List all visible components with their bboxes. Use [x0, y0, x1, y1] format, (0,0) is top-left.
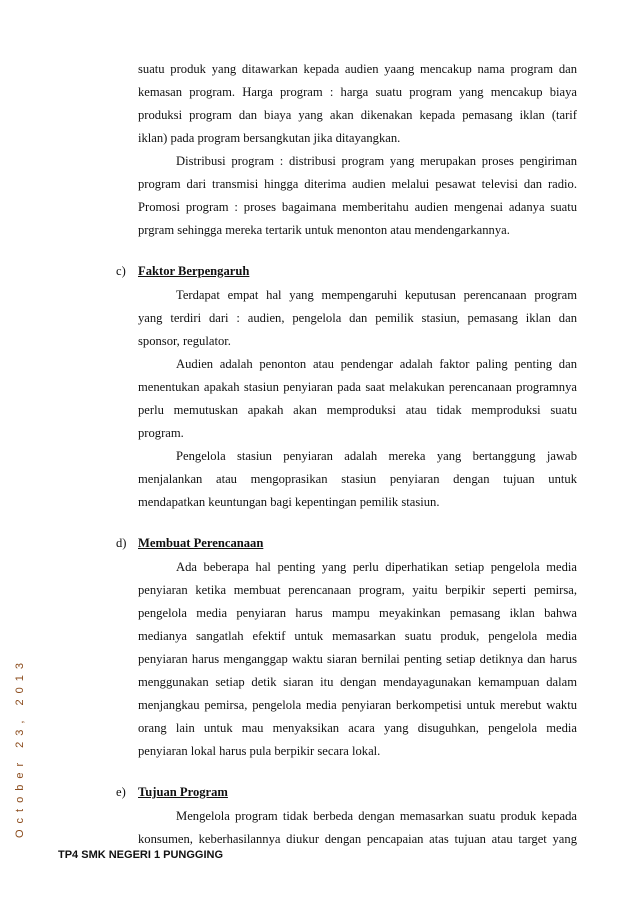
paragraph-line: menentukan apakah stasiun penyiaran pada saat melakukan perencanaan programnya — [138, 380, 577, 394]
paragraph-line: Terdapat empat hal yang mempengaruhi keputusan perencanaan program — [176, 288, 577, 302]
paragraph-line: Promosi program : proses bagaimana memberitahu audien mengenai adanya suatu — [138, 200, 577, 214]
paragraph-line: penyiaran ketika membuat perencanaan program, yaitu berpikir seperti pemirsa, — [138, 583, 577, 597]
section-heading-e — [116, 784, 228, 800]
paragraph-line: perlu memutuskan apakah akan memproduksi atau tidak memproduksi suatu — [138, 403, 577, 417]
paragraph-line: mendapatkan keuntungan bagi kepentingan pemilik stasiun. — [138, 495, 440, 509]
section-letter: e) — [116, 785, 126, 799]
paragraph-line: Audien adalah penonton atau pendengar adalah faktor paling penting dan — [176, 357, 577, 371]
paragraph-line: program dari transmisi hingga diterima audien melalui pesawat televisi dan radio. — [138, 177, 577, 191]
paragraph-line: menjalankan atau mengoprasikan stasiun penyiaran dengan tujuan untuk — [138, 472, 577, 486]
paragraph-line: konsumen, keberhasilannya diukur dengan pencapaian atas tujuan atau target yang — [138, 832, 577, 846]
paragraph-line: program. — [138, 426, 184, 440]
paragraph-line: menjangkau pemirsa, pengelola media penyiaran berkompetisi untuk merebut waktu — [138, 698, 577, 712]
paragraph-line: orang lain untuk mau menyaksikan acara yang disuguhkan, pengelola media — [138, 721, 577, 735]
paragraph-line: medianya sangatlah efektif untuk memasarkan suatu produk, pengelola media — [138, 629, 577, 643]
paragraph-line: produksi program dan biaya yang akan dikenakan kepada pemasang iklan (tarif — [138, 108, 577, 122]
side-date: October 23, 2013 — [14, 656, 26, 838]
paragraph-line: pengelola media penyiaran harus mampu meyakinkan pemasang iklan bahwa — [138, 606, 577, 620]
paragraph-line: Mengelola program tidak berbeda dengan memasarkan suatu produk kepada — [176, 809, 577, 823]
paragraph-line: yang terdiri dari : audien, pengelola dan pemilik stasiun, pemasang iklan dan — [138, 311, 577, 325]
page-footer: TP4 SMK NEGERI 1 PUNGGING — [58, 849, 224, 861]
paragraph-line: sponsor, regulator. — [138, 334, 231, 348]
paragraph-line: iklan) pada program bersangkutan jika ditayangkan. — [138, 131, 401, 145]
paragraph-line: Ada beberapa hal penting yang perlu diperhatikan setiap pengelola media — [176, 560, 577, 574]
section-heading-d — [116, 535, 263, 551]
paragraph-line: suatu produk yang ditawarkan kepada audien yaang mencakup nama program dan — [138, 62, 577, 76]
paragraph-line: Pengelola stasiun penyiaran adalah mereka yang bertanggung jawab — [176, 449, 577, 463]
section-title: Membuat Perencanaan — [138, 536, 264, 550]
section-title: Tujuan Program — [138, 785, 228, 799]
paragraph-line: penyiaran harus menganggap waktu siaran bernilai penting setiap detiknya dan harus — [138, 652, 577, 666]
section-letter: d) — [116, 536, 127, 550]
paragraph-line: penyiaran lokal harus pula berpikir secara lokal. — [138, 744, 381, 758]
section-title: Faktor Berpengaruh — [138, 264, 250, 278]
paragraph-line: menggunakan setiap detik siaran itu dengan mendayagunakan kemampuan dalam — [138, 675, 577, 689]
section-letter: c) — [116, 264, 126, 278]
paragraph-line: prgram sehingga mereka tertarik untuk menonton atau mendengarkannya. — [138, 223, 510, 237]
paragraph-line: kemasan program. Harga program : harga suatu program yang mencakup biaya — [138, 85, 577, 99]
paragraph-line: Distribusi program : distribusi program yang merupakan proses pengiriman — [176, 154, 577, 168]
section-heading-c — [116, 263, 249, 279]
